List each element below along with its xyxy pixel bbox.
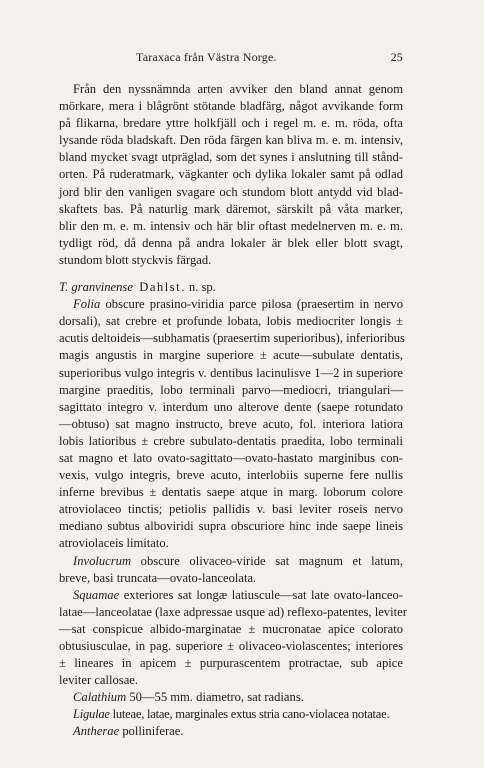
text-line [59,587,403,604]
species-rank: n. sp. [188,280,216,295]
species-author: Dahlst. [139,280,186,295]
text-line: acutis deltoideis—subhamatis (praesertim superioribus), inferioribus [59,331,405,346]
text-line: skaftets bas. På naturlig mark däremot, särskilt på våta marker, [59,201,403,216]
involucrum-paragraph [59,553,403,587]
ligulae-paragraph [59,706,403,723]
text-line: jord blir den vanligen svagare och stundom blott antydd vid blad- [59,184,403,199]
antherae-text: polliniferae. [119,724,184,739]
text-line: margine praeditis, lobo terminali parvo—mediocri, triangulari— [59,382,403,397]
antherae-lead: Antherae [73,724,120,739]
folia-paragraph [59,296,403,552]
ligulae-text: luteae, latae, marginales extus stria cano-violacea notatae. [109,707,390,722]
folia-lead: Folia [73,297,101,312]
text-line: Från den nyssnämnda arten avviker den bland annat genom [73,82,403,96]
text-line: breve, basi truncata—ovato-lanceolata. [59,570,257,585]
text-line: orten. På ruderatmark, vägkanter och dylika lokaler samt på odlad [59,167,403,182]
text-line: superioribus vulgo integris v. dentibus lacinulisve 1—2 in superiore [59,365,403,380]
text-line: ± lineares in apicem ± purpurascentem protractae, sub apice [59,656,403,671]
intro-paragraph [59,81,403,269]
text-line [59,296,403,313]
calathium-text: 50—55 mm. diametro, sat radians. [126,690,304,705]
text-line: atroviolaceo tinctis; petiolis pallidis v. basi leviter roseis nervo [59,502,403,517]
text-line: på flikarna, bredare yttre holkfjäll och i regel m. e. m. röda, ofta [59,116,403,131]
text-line: atroviolaceis limitato. [59,536,169,551]
text-line: lysande röda bladskaft. Den röda färgen kan bliva m. e. m. intensiv, [59,133,403,148]
calathium-paragraph [59,689,403,706]
text-line: lobis latioribus ± crebre subulato-dentatis praedita, lobo terminali [59,433,403,448]
squamae-paragraph [59,587,407,690]
text-line: dorsali), sat crebre et profunde lobata, lobis mediocriter longis ± [59,314,403,329]
text-line: sat magno et lato ovato-sagittato—ovato-hastato marginibus con- [59,450,403,465]
text-line: mörkare, mera i blågrönt stötande bladfärg, något avvikande form [59,99,403,114]
text-line: mediano subtus alboviridi supra obscuriore hinc inde saepe lineis [59,519,403,534]
running-title: Taraxaca från Västra Norge. [136,50,277,64]
body-text [59,81,407,741]
text-line [59,553,403,570]
squamae-text: exteriores sat longæ latiuscule—sat late ovato-lanceo- [119,587,403,602]
text-line: tydligt röd, då denna på andra lokaler är blek eller blott svagt, [59,235,403,250]
text-line: stundom blott styckvis färgad. [59,252,212,267]
text-line: blir den m. e. m. intensiv och här blir oftast medelnerven m. e. m. [59,218,403,233]
species-heading [59,279,403,296]
text-line: latae—lanceolatae (laxe adpressae usque ad) reflexo-patentes, leviter [59,604,407,619]
calathium-lead: Calathium [73,690,127,705]
squamae-lead: Squamae [73,587,120,602]
text-line: vexis, vulgo integris, breve acuto, interlobiis superne fere nullis [59,468,403,483]
involucrum-text: obscure olivaceo-viride sat magnum et latum, [131,553,403,568]
ligulae-lead: Ligulae [73,707,110,722]
text-line: —obtuso) sat magno instructo, breve acuto, fol. interiora latiora [59,416,403,431]
text-line: bland mycket svagt utpräglad, som det synes i anslutning till stånd- [59,150,403,165]
text-line: magis angustis in margine superiore ± acute—subulate dentatis, [59,348,403,363]
text-line: obtusiusculae, in pag. superiore ± olivaceo-violascentes; interiores [59,639,403,653]
folia-text: obscure prasino-viridia parce pilosa (praesertim in nervo [100,297,403,312]
text-line: —sat conspicue albido-marginatae ± mucronatae apice colorato [59,621,403,636]
page-number: 25 [390,50,403,64]
text-line: sagittato integro v. interdum uno alterove dente (saepe rotundato [59,399,403,414]
involucrum-lead: Involucrum [73,553,132,568]
species-name: T. granvinense [59,280,133,295]
antherae-paragraph [59,723,403,740]
text-line: leviter callosae. [59,673,139,688]
text-line: inferne brevibus ± dentatis saepe atque in marg. loborum colore [59,485,403,500]
